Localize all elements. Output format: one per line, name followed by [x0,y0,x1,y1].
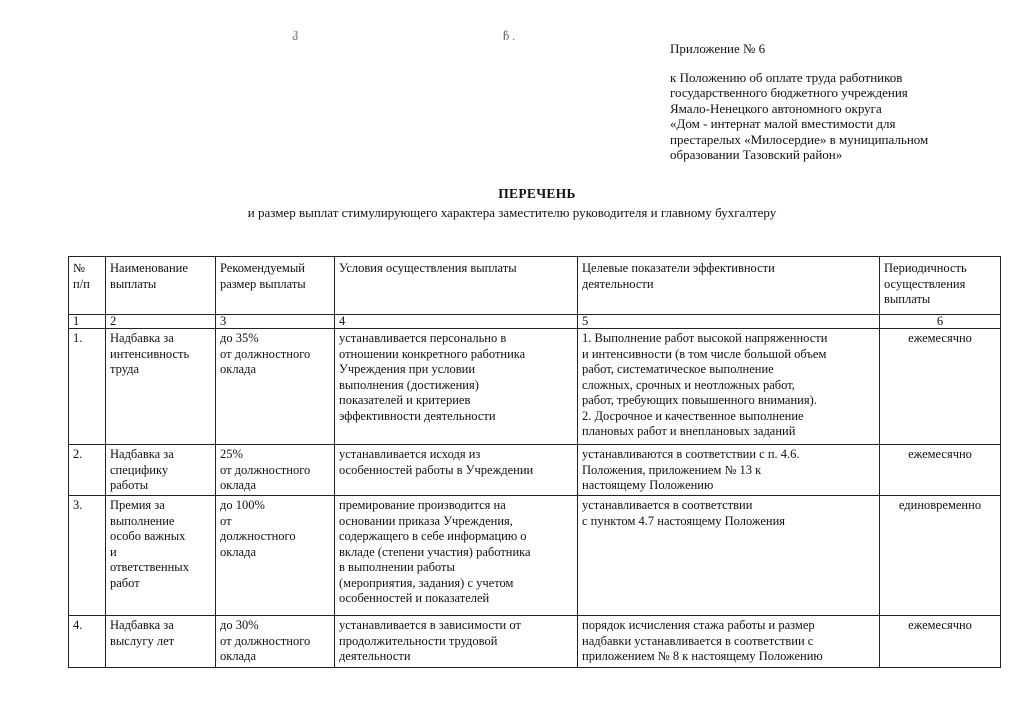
row-number: 2. [69,445,106,496]
annex-line: престарелых «Милосердие» в муниципальном [670,131,929,147]
annex-title: Приложение № 6 [670,41,766,56]
performance-indicators: устанавливаются в соответствии с п. 4.6. Положения, приложением № 13 к настоящему Положению [578,445,880,496]
scan-mark: ჰ [292,31,299,43]
payment-periodicity: ежемесячно [880,616,1001,668]
payment-size: до 30% от должностного оклада [216,616,335,668]
annex-body [670,70,1010,163]
column-number: 6 [880,315,1001,329]
payment-size: до 100% от должностного оклада [216,496,335,616]
column-header-indicators: Целевые показатели эффективности деятельности [578,257,880,315]
table-row [69,496,1001,616]
payment-periodicity: ежемесячно [880,445,1001,496]
column-number-row [69,315,1001,329]
column-number: 2 [106,315,216,329]
document-subtitle: и размер выплат стимулирующего характера заместителю руководителя и главному бухгалтеру [247,205,777,220]
row-number: 1. [69,329,106,445]
performance-indicators: порядок исчисления стажа работы и размер надбавки устанавливается в соответствии с приложением № 8 к настоящему Положению [578,616,880,668]
payment-name: Надбавка за специфику работы [106,445,216,496]
column-header-name: Наименование выплаты [106,257,216,315]
performance-indicators: устанавливается в соответствии с пунктом 4.7 настоящему Положения [578,496,880,616]
payment-name: Премия за выполнение особо важных и ответственных работ [106,496,216,616]
payment-size: до 35% от должностного оклада [216,329,335,445]
annex-line: образовании Тазовский район» [670,147,843,162]
table-row [69,329,1001,445]
column-number: 1 [69,315,106,329]
document-title: ПЕРЕЧЕНЬ [498,186,576,201]
payments-table [68,256,1001,668]
payment-conditions: устанавливается исходя из особенностей работы в Учреждении [335,445,578,496]
scan-mark: ჩ . [503,31,515,43]
annex-line: «Дом - интернат малой вместимости для [670,116,896,131]
column-number: 3 [216,315,335,329]
document-heading [0,186,1024,221]
column-number: 5 [578,315,880,329]
column-header-periodicity: Периодичность осуществления выплаты [880,257,1001,315]
payment-periodicity: ежемесячно [880,329,1001,445]
column-header-number: № п/п [69,257,106,315]
column-number: 4 [335,315,578,329]
table-row [69,445,1001,496]
payment-size: 25% от должностного оклада [216,445,335,496]
row-number: 4. [69,616,106,668]
column-header-conditions: Условия осуществления выплаты [335,257,578,315]
column-header-size: Рекомендуемый размер выплаты [216,257,335,315]
annex-line: Ямало-Ненецкого автономного округа [670,100,882,116]
performance-indicators: 1. Выполнение работ высокой напряженности и интенсивности (в том числе большой объем работ, систематическое выполнение сложных, срочных и неотложных работ, работ, требующих повышенного внимания). 2. Досрочное и качественное выполнение плановых работ и внеплановых заданий [578,329,880,445]
payment-conditions: устанавливается в зависимости от продолжительности трудовой деятельности [335,616,578,668]
table-row [69,616,1001,668]
payment-conditions: премирование производится на основании приказа Учреждения, содержащего в себе информацию о вкладе (степени участия) работника в выполнении работы (мероприятия, задания) с учетом особенностей и показателей [335,496,578,616]
payment-name: Надбавка за выслугу лет [106,616,216,668]
annex-line: к Положению об оплате труда работников [670,69,903,85]
annex-line: государственного бюджетного учреждения [670,85,908,100]
payment-conditions: устанавливается персонально в отношении конкретного работника Учреждения при условии выполнения (достижения) показателей и критериев эффективности деятельности [335,329,578,445]
row-number: 3. [69,496,106,616]
payment-name: Надбавка за интенсивность труда [106,329,216,445]
table-header-row [69,257,1001,315]
payment-periodicity: единовременно [880,496,1001,616]
annex-block [670,41,1010,163]
